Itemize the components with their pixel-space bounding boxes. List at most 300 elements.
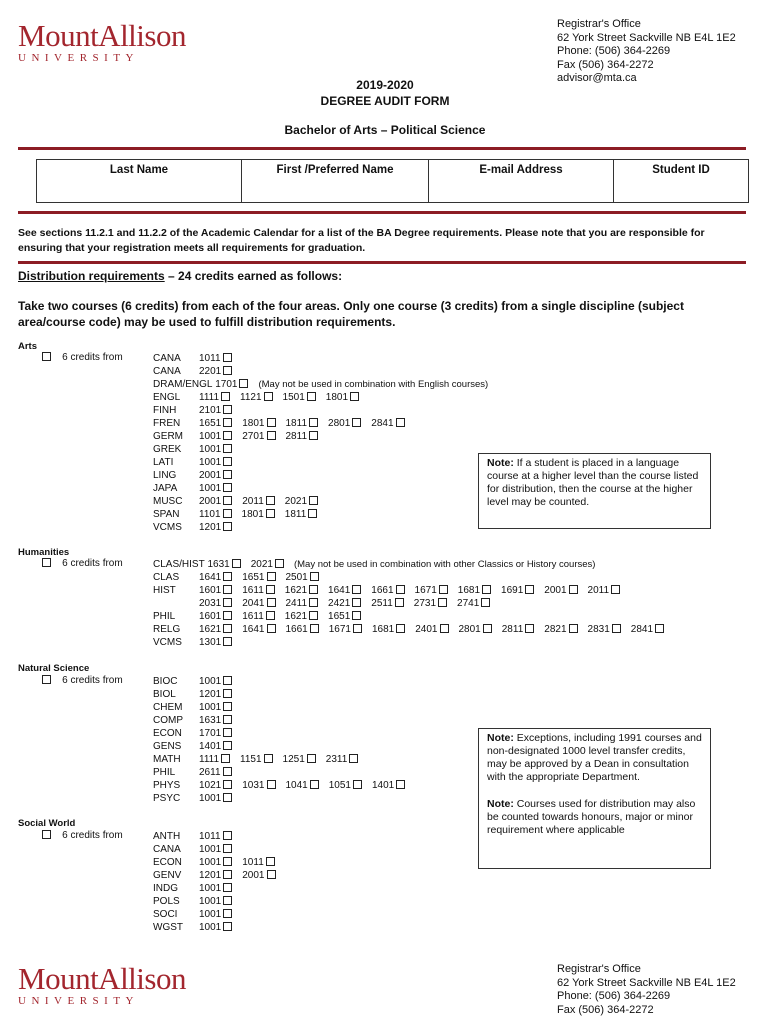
student-info-fields xyxy=(36,159,749,203)
course-option xyxy=(286,597,319,610)
checkbox[interactable] xyxy=(223,598,232,607)
course-row xyxy=(153,352,242,365)
area-title-social-world: Social World xyxy=(18,818,76,829)
checkbox[interactable] xyxy=(569,585,578,594)
checkbox[interactable] xyxy=(309,496,318,505)
course-option xyxy=(199,636,232,649)
course-number: 2401 xyxy=(415,624,438,635)
course-option xyxy=(199,869,232,882)
course-number: 1021 xyxy=(199,780,222,791)
course-number: 1251 xyxy=(282,754,305,765)
course-row xyxy=(153,571,329,584)
checkbox[interactable] xyxy=(310,572,319,581)
course-option xyxy=(242,869,275,882)
course-option xyxy=(199,482,232,495)
checkbox[interactable] xyxy=(612,624,621,633)
course-option xyxy=(207,558,240,571)
course-number: 1001 xyxy=(199,844,222,855)
course-number: 1661 xyxy=(285,624,308,635)
course-option xyxy=(199,391,230,404)
course-option xyxy=(458,584,491,597)
course-option xyxy=(199,404,232,417)
course-option xyxy=(371,597,404,610)
form-title xyxy=(270,77,500,109)
form-name: DEGREE AUDIT FORM xyxy=(320,94,450,108)
checkbox[interactable] xyxy=(223,728,232,737)
first-name-field[interactable]: First /Preferred Name xyxy=(242,160,429,202)
checkbox[interactable] xyxy=(353,624,362,633)
course-option xyxy=(199,456,232,469)
checkbox[interactable] xyxy=(223,572,232,581)
course-number: 2001 xyxy=(199,470,222,481)
checkbox[interactable] xyxy=(352,585,361,594)
logo-sub-text: UNIVERSITY xyxy=(18,52,139,64)
checkbox[interactable] xyxy=(223,689,232,698)
course-number: 1631 xyxy=(207,559,230,570)
checkbox[interactable] xyxy=(223,857,232,866)
checkbox[interactable] xyxy=(223,496,232,505)
checkbox[interactable] xyxy=(223,793,232,802)
course-number: 1001 xyxy=(199,444,222,455)
course-option xyxy=(544,584,577,597)
course-number: 1641 xyxy=(328,585,351,596)
checkbox[interactable] xyxy=(264,754,273,763)
course-row xyxy=(153,558,595,571)
course-option xyxy=(199,495,232,508)
checkbox[interactable] xyxy=(223,780,232,789)
course-option xyxy=(457,597,490,610)
checkbox[interactable] xyxy=(223,585,232,594)
address-line: Fax (506) 364-2272 xyxy=(557,58,654,71)
checkbox[interactable] xyxy=(440,624,449,633)
checkbox[interactable] xyxy=(439,585,448,594)
course-option xyxy=(286,430,319,443)
course-row xyxy=(153,921,242,934)
checkbox[interactable] xyxy=(350,392,359,401)
subject-code: FINH xyxy=(153,405,177,416)
course-number: 1121 xyxy=(240,392,262,403)
subject-code: DRAM/ENGL xyxy=(153,379,213,390)
course-number: 1401 xyxy=(372,780,395,791)
checkbox[interactable] xyxy=(525,585,534,594)
checkbox[interactable] xyxy=(309,585,318,594)
course-option xyxy=(199,610,232,623)
course-row xyxy=(153,856,285,869)
credits-label: 6 credits from xyxy=(62,675,123,686)
checkbox[interactable] xyxy=(223,676,232,685)
checkbox[interactable] xyxy=(310,780,319,789)
course-number: 1811 xyxy=(284,509,307,520)
checkbox[interactable] xyxy=(221,392,230,401)
course-number: 2001 xyxy=(544,585,567,596)
course-row xyxy=(153,417,415,430)
checkbox[interactable] xyxy=(223,418,232,427)
course-number: 1301 xyxy=(199,637,222,648)
checkbox[interactable] xyxy=(267,598,276,607)
course-option xyxy=(199,365,232,378)
subject-code: COMP xyxy=(153,715,183,726)
course-number: 2411 xyxy=(285,598,308,609)
subject-code: ANTH xyxy=(153,831,181,842)
email-field[interactable]: E-mail Address xyxy=(429,160,614,202)
course-option xyxy=(199,727,232,740)
checkbox[interactable] xyxy=(352,598,361,607)
course-option xyxy=(215,378,248,391)
checkbox[interactable] xyxy=(266,496,275,505)
checkbox[interactable] xyxy=(223,470,232,479)
checkbox[interactable] xyxy=(266,585,275,594)
course-option xyxy=(588,623,621,636)
checkbox[interactable] xyxy=(353,780,362,789)
course-number: 1651 xyxy=(328,611,351,622)
address-line: 62 York Street Sackville NB E4L 1E2 xyxy=(557,31,736,44)
course-option xyxy=(199,675,232,688)
course-option xyxy=(285,610,318,623)
credits-label: 6 credits from xyxy=(62,830,123,841)
course-number: 1801 xyxy=(242,418,265,429)
course-option xyxy=(199,740,232,753)
course-number: 1001 xyxy=(199,431,222,442)
checkbox[interactable] xyxy=(349,754,358,763)
course-number: 1051 xyxy=(328,780,351,791)
course-number: 1621 xyxy=(284,611,308,622)
course-number: 1801 xyxy=(325,392,349,403)
course-option xyxy=(286,417,319,430)
course-option xyxy=(199,443,232,456)
course-option xyxy=(371,417,404,430)
checkbox[interactable] xyxy=(396,585,405,594)
checkbox[interactable] xyxy=(266,509,275,518)
course-number: 1681 xyxy=(457,585,481,596)
note-text: Courses used for distribution may also be counted towards honours, major or minor requirement where applicable xyxy=(487,798,696,836)
course-number: 2741 xyxy=(457,598,480,609)
checkbox[interactable] xyxy=(309,431,318,440)
course-number: 1111 xyxy=(199,754,220,765)
checkbox[interactable] xyxy=(481,598,490,607)
course-number: 2501 xyxy=(285,572,308,583)
checkbox[interactable] xyxy=(223,844,232,853)
course-option xyxy=(242,495,275,508)
checkbox[interactable] xyxy=(223,831,232,840)
checkbox[interactable] xyxy=(223,483,232,492)
subject-code: HIST xyxy=(153,585,176,596)
checkbox[interactable] xyxy=(223,741,232,750)
course-row xyxy=(153,792,242,805)
course-row xyxy=(153,714,242,727)
course-row xyxy=(153,495,328,508)
course-option xyxy=(286,623,319,636)
divider xyxy=(18,261,746,264)
checkbox[interactable] xyxy=(525,624,534,633)
checkbox[interactable] xyxy=(396,624,405,633)
checkbox[interactable] xyxy=(655,624,664,633)
address-line: Phone: (506) 364-2269 xyxy=(557,45,671,57)
course-option xyxy=(242,597,275,610)
course-option xyxy=(199,508,232,521)
course-row xyxy=(153,727,242,740)
footer-registrar-address xyxy=(557,963,736,1017)
course-note: (May not be used in combination with other Classics or History courses) xyxy=(293,559,596,570)
course-option xyxy=(283,391,316,404)
checkbox[interactable] xyxy=(42,352,51,361)
checkbox[interactable] xyxy=(267,431,276,440)
course-number: 2701 xyxy=(242,431,265,442)
subject-code: PHIL xyxy=(153,611,176,622)
course-row xyxy=(153,508,327,521)
note-label: Note: xyxy=(487,732,514,744)
course-option xyxy=(199,623,232,636)
subject-code: CHEM xyxy=(153,702,183,713)
subject-code: CANA xyxy=(153,844,181,855)
course-number: 1401 xyxy=(199,741,222,752)
note-text: Exceptions, including 1991 courses and non-designated 1000 level transfer credits, may be approved by a Dean in consultation with the appropriate Department. xyxy=(487,732,702,783)
course-option xyxy=(328,417,361,430)
checkbox[interactable] xyxy=(223,611,232,620)
course-number: 1671 xyxy=(328,624,351,635)
area-title-arts: Arts xyxy=(18,341,38,352)
checkbox[interactable] xyxy=(482,585,491,594)
course-number: 1811 xyxy=(285,418,308,429)
subject-code: CLAS xyxy=(153,572,180,583)
area-title-natural-science: Natural Science xyxy=(18,663,90,674)
checkbox[interactable] xyxy=(309,611,318,620)
checkbox[interactable] xyxy=(221,754,230,763)
course-option xyxy=(199,714,232,727)
course-number: 1001 xyxy=(199,909,222,920)
course-option xyxy=(328,610,361,623)
course-option xyxy=(199,843,232,856)
checkbox[interactable] xyxy=(611,585,620,594)
note-label: Note: xyxy=(487,798,514,810)
checkbox[interactable] xyxy=(266,611,275,620)
checkbox[interactable] xyxy=(569,624,578,633)
checkbox[interactable] xyxy=(267,418,276,427)
checkbox[interactable] xyxy=(267,870,276,879)
checkbox[interactable] xyxy=(223,702,232,711)
program-title: Bachelor of Arts – Political Science xyxy=(284,123,486,137)
checkbox[interactable] xyxy=(223,444,232,453)
course-option xyxy=(371,584,404,597)
course-option xyxy=(242,430,275,443)
course-number: 2311 xyxy=(325,754,348,765)
last-name-field[interactable]: Last Name xyxy=(37,160,242,202)
area-credits-natural-science xyxy=(40,675,123,686)
checkbox[interactable] xyxy=(223,522,232,531)
course-option xyxy=(372,779,405,792)
checkbox[interactable] xyxy=(352,418,361,427)
distribution-instruction: Take two courses (6 credits) from each of the four areas. Only one course (3 credits) from a single discipline (subject area/course code) may be used to fulfill distribution requirements. xyxy=(18,299,684,329)
checkbox[interactable] xyxy=(396,418,405,427)
course-number: 1041 xyxy=(285,780,308,791)
course-option xyxy=(242,417,275,430)
course-option xyxy=(242,584,275,597)
course-option xyxy=(242,623,275,636)
subject-code: JAPA xyxy=(153,483,178,494)
checkbox[interactable] xyxy=(223,922,232,931)
course-number: 1011 xyxy=(199,831,221,842)
checkbox[interactable] xyxy=(307,754,316,763)
course-number: 1501 xyxy=(282,392,305,403)
logo-main-text: MountAllison xyxy=(18,18,186,53)
divider xyxy=(18,147,746,150)
course-option xyxy=(329,779,362,792)
course-number: 1611 xyxy=(242,585,264,596)
course-number: 2841 xyxy=(630,624,654,635)
course-number: 2001 xyxy=(199,496,222,507)
checkbox[interactable] xyxy=(223,366,232,375)
course-number: 1641 xyxy=(199,572,222,583)
course-option xyxy=(199,688,232,701)
checkbox[interactable] xyxy=(266,857,275,866)
course-option xyxy=(326,391,359,404)
logo-main-text: MountAllison xyxy=(18,961,186,996)
subject-code: LATI xyxy=(153,457,174,468)
course-number: 1001 xyxy=(199,896,222,907)
checkbox[interactable] xyxy=(223,715,232,724)
course-option xyxy=(199,521,232,534)
course-number: 1201 xyxy=(199,689,222,700)
course-option xyxy=(415,623,448,636)
subject-code: POLS xyxy=(153,896,180,907)
checkbox[interactable] xyxy=(307,392,316,401)
subject-code: GENV xyxy=(153,870,182,881)
checkbox[interactable] xyxy=(309,418,318,427)
checkbox[interactable] xyxy=(223,431,232,440)
checkbox[interactable] xyxy=(223,909,232,918)
course-option xyxy=(199,882,232,895)
checkbox[interactable] xyxy=(223,457,232,466)
subject-code: CLAS/HIST xyxy=(153,559,205,570)
checkbox[interactable] xyxy=(438,598,447,607)
course-row xyxy=(153,779,415,792)
course-number: 1801 xyxy=(241,509,264,520)
subject-code: GENS xyxy=(153,741,182,752)
course-number: 1001 xyxy=(199,702,222,713)
checkbox[interactable] xyxy=(309,598,318,607)
checkbox[interactable] xyxy=(223,353,232,362)
course-number: 1011 xyxy=(242,857,264,868)
course-number: 1631 xyxy=(199,715,222,726)
address-line: Phone: (506) 364-2269 xyxy=(557,990,671,1002)
course-number: 1701 xyxy=(215,379,238,390)
checkbox[interactable] xyxy=(396,780,405,789)
course-option xyxy=(283,753,316,766)
checkbox[interactable] xyxy=(275,559,284,568)
distribution-heading-label: Distribution requirements xyxy=(18,269,165,283)
course-row xyxy=(153,753,368,766)
checkbox[interactable] xyxy=(223,624,232,633)
course-row xyxy=(153,391,369,404)
checkbox[interactable] xyxy=(223,767,232,776)
course-number: 1001 xyxy=(199,793,222,804)
course-number: 2001 xyxy=(242,870,265,881)
note-exceptions xyxy=(478,728,711,869)
course-number: 2021 xyxy=(250,559,273,570)
checkbox[interactable] xyxy=(223,405,232,414)
course-row xyxy=(153,482,242,495)
checkbox[interactable] xyxy=(310,624,319,633)
course-option xyxy=(199,779,232,792)
course-number: 1671 xyxy=(414,585,437,596)
checkbox[interactable] xyxy=(223,896,232,905)
course-row xyxy=(153,675,242,688)
course-row xyxy=(153,584,630,597)
course-option xyxy=(199,701,232,714)
course-number: 2801 xyxy=(328,418,351,429)
subject-code: MATH xyxy=(153,754,181,765)
checkbox[interactable] xyxy=(42,558,51,567)
form-year: 2019-2020 xyxy=(356,78,414,92)
course-option xyxy=(326,753,359,766)
checkbox[interactable] xyxy=(223,637,232,646)
course-row xyxy=(153,469,242,482)
checkbox[interactable] xyxy=(267,780,276,789)
checkbox[interactable] xyxy=(267,572,276,581)
checkbox[interactable] xyxy=(223,509,232,518)
area-credits-humanities xyxy=(40,558,123,569)
course-number: 1661 xyxy=(371,585,394,596)
course-number: 2101 xyxy=(199,405,222,416)
course-row xyxy=(153,610,371,623)
checkbox[interactable] xyxy=(267,624,276,633)
subject-code: FREN xyxy=(153,418,181,429)
course-number: 2201 xyxy=(199,366,222,377)
student-id-field[interactable]: Student ID xyxy=(652,164,710,176)
subject-code: VCMS xyxy=(153,637,182,648)
checkbox[interactable] xyxy=(264,392,273,401)
course-option xyxy=(242,508,275,521)
checkbox[interactable] xyxy=(395,598,404,607)
course-note: (May not be used in combination with English courses) xyxy=(258,379,489,390)
course-row xyxy=(153,843,242,856)
subject-code: MUSC xyxy=(153,496,183,507)
checkbox[interactable] xyxy=(232,559,241,568)
course-number: 1701 xyxy=(199,728,222,739)
credits-label: 6 credits from xyxy=(62,558,123,569)
course-option xyxy=(240,391,273,404)
checkbox[interactable] xyxy=(352,611,361,620)
course-number: 1001 xyxy=(199,676,222,687)
checkbox[interactable] xyxy=(223,870,232,879)
course-number: 2801 xyxy=(458,624,481,635)
course-number: 1011 xyxy=(199,353,221,364)
checkbox[interactable] xyxy=(223,883,232,892)
course-row xyxy=(153,456,242,469)
course-option xyxy=(328,584,361,597)
course-option xyxy=(242,571,275,584)
course-number: 2811 xyxy=(285,431,308,442)
checkbox[interactable] xyxy=(483,624,492,633)
checkbox[interactable] xyxy=(308,509,317,518)
distribution-heading-rest: – 24 credits earned as follows: xyxy=(164,269,343,283)
checkbox[interactable] xyxy=(239,379,248,388)
course-number: 1111 xyxy=(199,392,220,403)
course-number: 2421 xyxy=(328,598,351,609)
area-credits-social-world xyxy=(40,830,123,841)
course-option xyxy=(588,584,621,597)
course-option xyxy=(242,779,275,792)
subject-code: BIOC xyxy=(153,676,178,687)
course-number: 1651 xyxy=(242,572,265,583)
checkbox[interactable] xyxy=(42,830,51,839)
course-row xyxy=(153,869,286,882)
divider xyxy=(18,211,746,214)
checkbox[interactable] xyxy=(42,675,51,684)
course-option xyxy=(459,623,492,636)
course-option xyxy=(199,417,232,430)
subject-code: LING xyxy=(153,470,177,481)
course-option xyxy=(286,571,319,584)
